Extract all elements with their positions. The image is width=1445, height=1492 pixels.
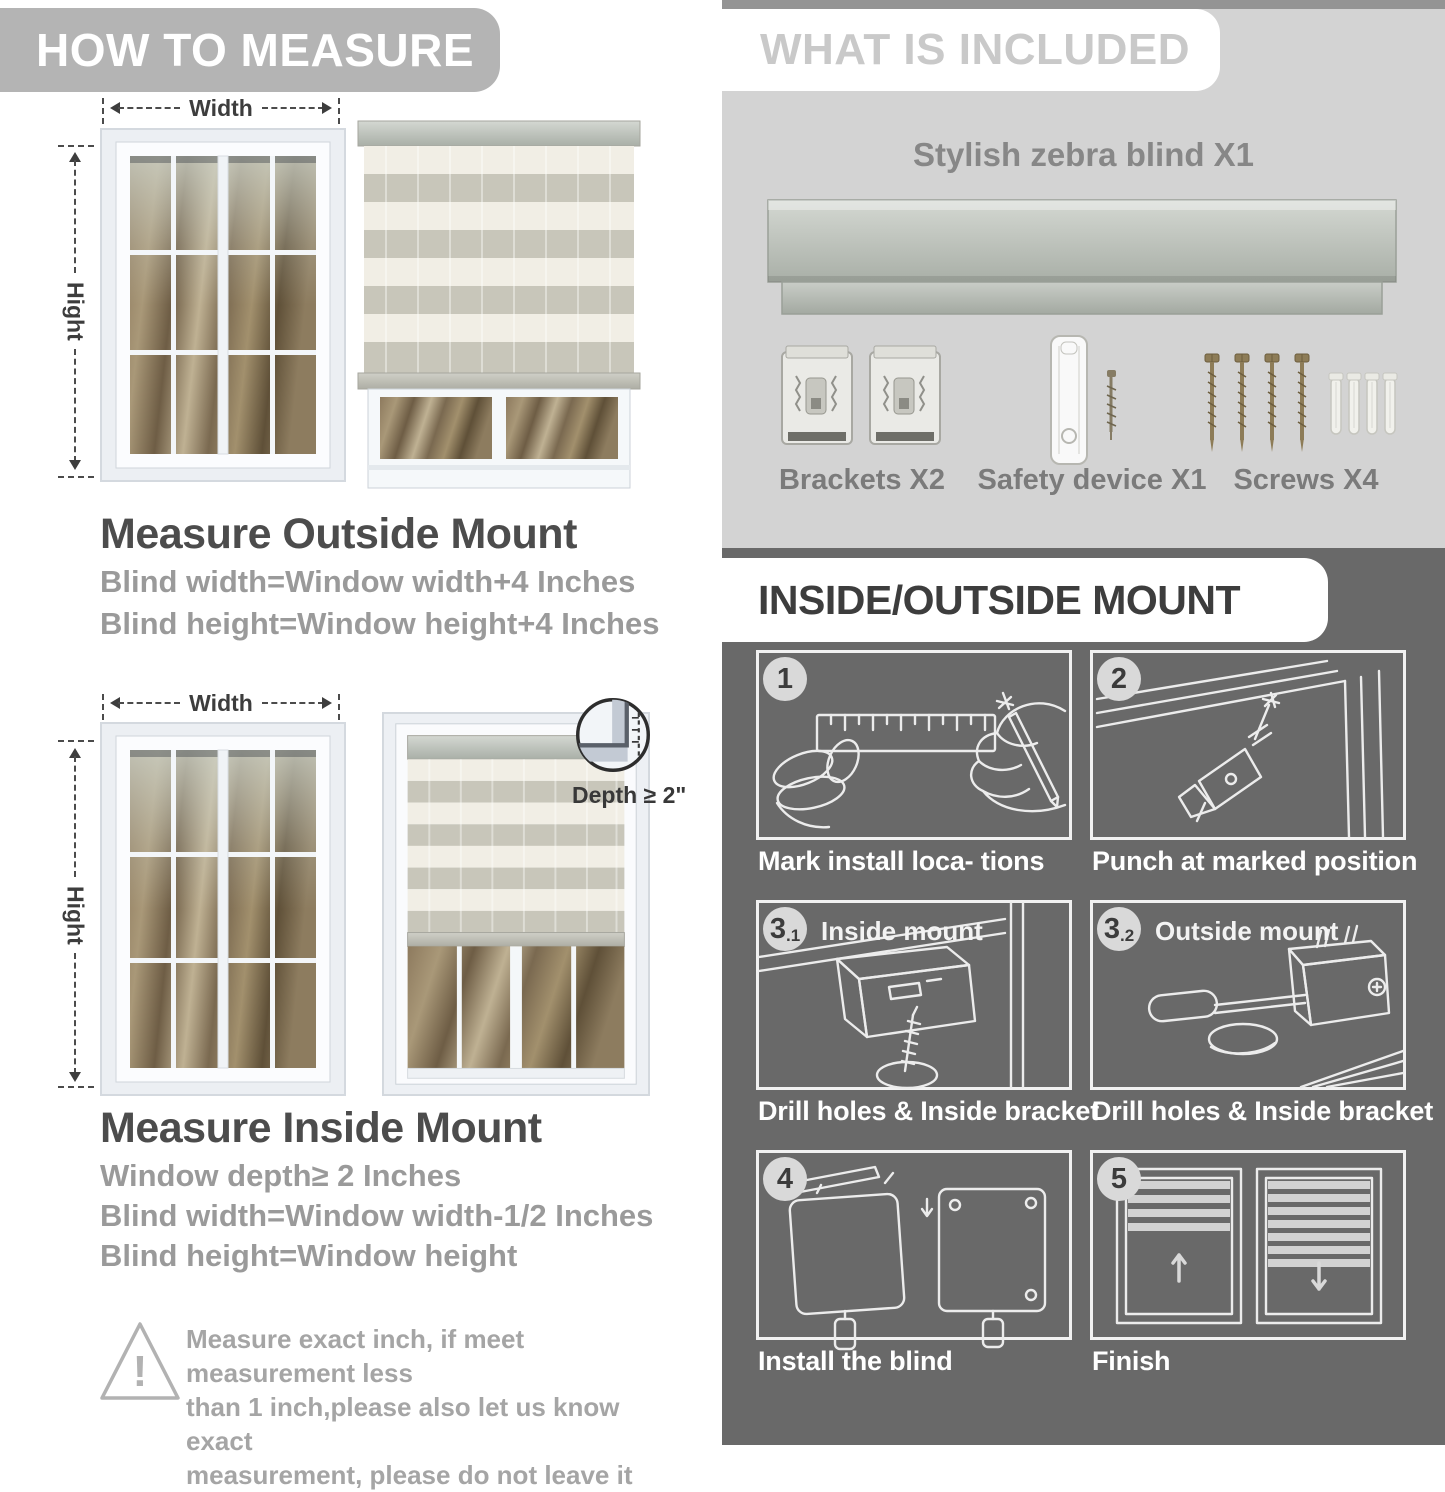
warning-triangle-icon [96, 1316, 184, 1408]
step-5-tile [1090, 1150, 1406, 1340]
height-label: Hight [62, 281, 89, 341]
step-1-tile [756, 650, 1072, 840]
window-photo-outside [100, 128, 346, 482]
step-4-caption: Install the blind [758, 1346, 953, 1376]
width-dimension-inside [104, 689, 338, 716]
step-2-caption: Punch at marked position [1092, 846, 1418, 876]
warning-exclamation-glyph: ! [132, 1347, 148, 1396]
step-3-2-caption: Drill holes & Inside bracket [1092, 1096, 1434, 1126]
step-1-badge [763, 657, 807, 701]
dashed-line [74, 160, 76, 273]
step-4-badge [763, 1157, 807, 1201]
step-3-1-tile [756, 900, 1072, 1090]
dimension-tick [58, 1086, 94, 1088]
warning-note [186, 1322, 656, 1492]
inside-mount-rule-depth: Window depth≥ 2 Inches [100, 1158, 462, 1193]
how-to-measure-banner [0, 8, 500, 92]
window-photo-inside [100, 722, 346, 1096]
width-dimension-outside [104, 94, 338, 121]
step-1-caption: Mark install loca- tions [758, 846, 1045, 876]
safety-device-icon [1035, 334, 1135, 470]
depth-magnifier-callout-icon [570, 692, 656, 778]
inside-mount-heading: Measure Inside Mount [100, 1104, 542, 1152]
dashed-line [74, 349, 76, 462]
step-number: 1 [776, 662, 794, 695]
blind-item-label: Stylish zebra blind X1 [912, 136, 1255, 173]
mount-title: INSIDE/OUTSIDE MOUNT [758, 576, 1241, 623]
outside-mount-rule-width: Blind width=Window width+4 Inches [100, 564, 636, 599]
width-label: Width [189, 94, 253, 121]
height-dimension-outside [62, 146, 89, 476]
height-dimension-inside [62, 742, 89, 1088]
step-3-1-title: Inside mount [821, 916, 983, 946]
step-4-tile [756, 1150, 1072, 1340]
screws-label: Screws X4 [1233, 464, 1379, 496]
inside-mount-rule-height: Blind height=Window height [100, 1238, 518, 1273]
step-number-sub: .1 [785, 925, 801, 945]
step-5-caption: Finish [1092, 1346, 1171, 1376]
step-5-badge [1097, 1157, 1141, 1201]
step-number: 5 [1110, 1162, 1128, 1195]
step-3-2-tile [1090, 900, 1406, 1090]
depth-label: Depth ≥ 2" [572, 782, 687, 808]
step-3-2-badge [1097, 907, 1141, 951]
outside-mount-heading: Measure Outside Mount [100, 510, 577, 558]
screws-anchors-icon [1200, 348, 1400, 464]
mount-banner [722, 558, 1328, 642]
what-is-included-banner [722, 9, 1220, 91]
outside-mount-rule-height: Blind height=Window height+4 Inches [100, 606, 660, 641]
dashed-line [74, 953, 76, 1074]
brackets-icon [780, 344, 940, 456]
step-3-1-badge [763, 907, 807, 951]
width-label: Width [189, 689, 253, 716]
brackets-label: Brackets X2 [778, 464, 946, 496]
what-is-included-title: WHAT IS INCLUDED [760, 25, 1191, 74]
zebra-blind-closed-illustration [356, 120, 642, 490]
step-number: 4 [776, 1162, 794, 1195]
arrow-right-icon [322, 697, 338, 709]
warning-line: measurement, please do not leave it [186, 1460, 633, 1490]
dashed-line [262, 702, 324, 704]
arrow-down-icon [69, 460, 81, 476]
dashed-line [118, 107, 180, 109]
step-3-1-caption: Drill holes & Inside bracket [758, 1096, 1100, 1126]
dimension-tick [58, 740, 94, 742]
warning-line: than 1 inch,please also let us know exact [186, 1392, 620, 1456]
step-number: 3 [769, 912, 786, 945]
step-2-tile [1090, 650, 1406, 840]
how-to-measure-title: HOW TO MEASURE [36, 24, 475, 76]
step-3-2-title: Outside mount [1155, 916, 1339, 946]
dashed-line [262, 107, 324, 109]
safety-device-label: Safety device X1 [977, 464, 1207, 496]
step-number: 3 [1103, 912, 1120, 945]
step-number: 2 [1110, 662, 1128, 695]
height-label: Hight [62, 885, 89, 945]
blind-headrail-illustration [764, 196, 1400, 320]
dimension-tick [58, 145, 94, 147]
arrow-right-icon [322, 102, 338, 114]
dashed-line [118, 702, 180, 704]
step-2-badge [1097, 657, 1141, 701]
dashed-line [74, 756, 76, 877]
warning-line: Measure exact inch, if meet measurement less [186, 1324, 525, 1388]
inside-mount-rule-width: Blind width=Window width-1/2 Inches [100, 1198, 654, 1233]
dimension-tick [58, 476, 94, 478]
top-divider-strip [722, 0, 1445, 9]
step-number-sub: .2 [1119, 925, 1135, 945]
